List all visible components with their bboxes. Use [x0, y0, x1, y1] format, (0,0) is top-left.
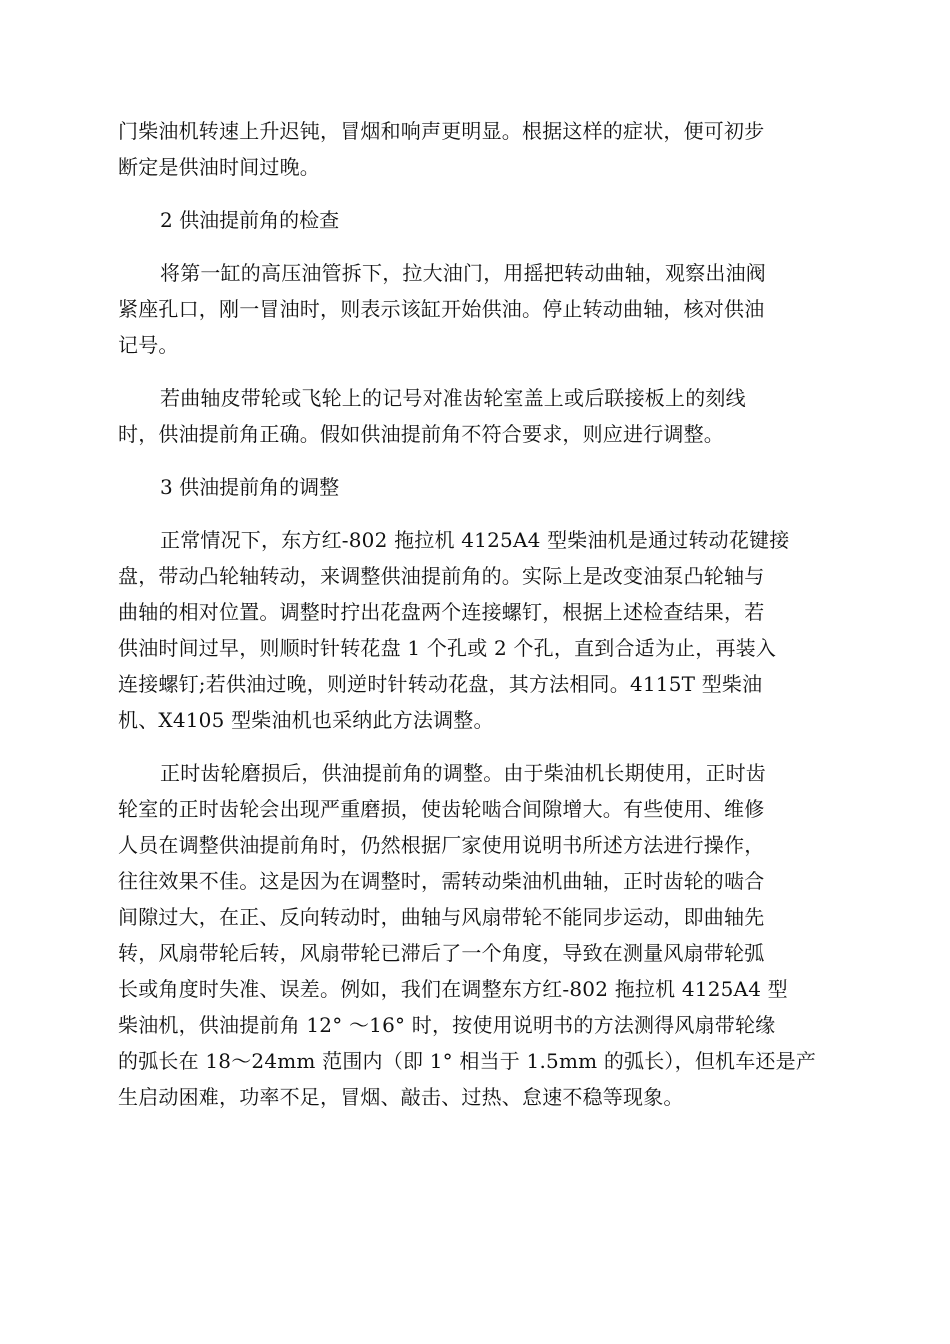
text-line: 曲轴的相对位置。调整时拧出花盘两个连接螺钉，根据上述检查结果，若 — [118, 600, 765, 624]
text-line: 往往效果不佳。这是因为在调整时，需转动柴油机曲轴，正时齿轮的啮合 — [118, 869, 765, 893]
text-line: 门柴油机转速上升迟钝，冒烟和响声更明显。根据这样的症状，便可初步 — [118, 119, 765, 143]
text-line: 记号。 — [118, 333, 179, 357]
text-line: 轮室的正时齿轮会出现严重磨损，使齿轮啮合间隙增大。有些使用、维修 — [118, 797, 765, 821]
text-line: 柴油机，供油提前角 12° ～16° 时，按使用说明书的方法测得风扇带轮缘 — [118, 1013, 776, 1037]
text-line: 正时齿轮磨损后，供油提前角的调整。由于柴油机长期使用，正时齿 — [160, 761, 766, 785]
paragraph-5 — [118, 755, 830, 1115]
document-body — [118, 113, 830, 1132]
text-line: 长或角度时失准、误差。例如，我们在调整东方红-802 拖拉机 4125A4 型 — [118, 977, 788, 1001]
text-line: 连接螺钉;若供油过晚，则逆时针转动花盘，其方法相同。4115T 型柴油 — [118, 672, 763, 696]
text-line: 紧座孔口，刚一冒油时，则表示该缸开始供油。停止转动曲轴，核对供油 — [118, 297, 765, 321]
text-line: 时，供油提前角正确。假如供油提前角不符合要求，则应进行调整。 — [118, 422, 724, 446]
text-line: 正常情况下，东方红-802 拖拉机 4125A4 型柴油机是通过转动花键接 — [160, 528, 790, 552]
text-line: 人员在调整供油提前角时，仍然根据厂家使用说明书所述方法进行操作， — [118, 833, 765, 857]
section-heading-2: 2 供油提前角的检查 — [160, 208, 340, 232]
text-line: 转，风扇带轮后转，风扇带轮已滞后了一个角度，导致在测量风扇带轮弧 — [118, 941, 765, 965]
text-line: 的弧长在 18～24mm 范围内（即 1° 相当于 1.5mm 的弧长），但机车还是产 — [118, 1049, 817, 1073]
text-line: 机、X4105 型柴油机也采纳此方法调整。 — [118, 708, 494, 732]
text-line: 生启动困难，功率不足，冒烟、敲击、过热、怠速不稳等现象。 — [118, 1085, 684, 1109]
section-heading-3: 3 供油提前角的调整 — [160, 475, 340, 499]
text-line: 断定是供油时间过晚。 — [118, 155, 320, 179]
paragraph-1 — [118, 113, 830, 185]
paragraph-2 — [118, 255, 830, 363]
text-line: 若曲轴皮带轮或飞轮上的记号对准齿轮室盖上或后联接板上的刻线 — [160, 386, 746, 410]
text-line: 供油时间过早，则顺时针转花盘 1 个孔或 2 个孔，直到合适为止，再装入 — [118, 636, 777, 660]
paragraph-3 — [118, 380, 830, 452]
text-line: 盘，带动凸轮轴转动，来调整供油提前角的。实际上是改变油泵凸轮轴与 — [118, 564, 765, 588]
paragraph-4 — [118, 522, 830, 738]
text-line: 将第一缸的高压油管拆下，拉大油门，用摇把转动曲轴，观察出油阀 — [160, 261, 766, 285]
text-line: 间隙过大，在正、反向转动时，曲轴与风扇带轮不能同步运动，即曲轴先 — [118, 905, 765, 929]
